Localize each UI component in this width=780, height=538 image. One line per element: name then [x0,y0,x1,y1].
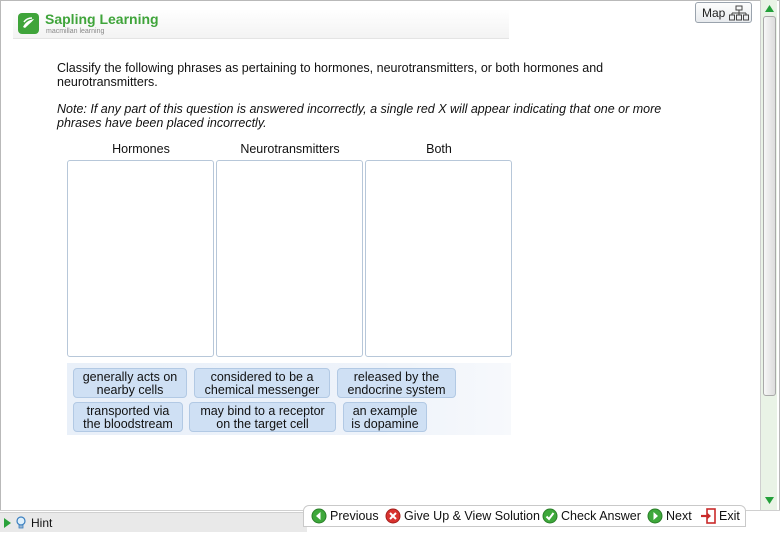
scrollbar-thumb[interactable] [763,16,776,396]
give-up-label: Give Up & View Solution [404,509,540,523]
vertical-scrollbar[interactable] [760,0,777,510]
header-logo-strip [13,9,509,39]
next-button[interactable] [647,508,693,526]
give-up-x-icon [385,508,401,524]
tile-may-bind-to-receptor[interactable] [189,402,336,432]
check-mark-icon [542,508,558,524]
question-note: Note: If any part of this question is answered incorrectly, a single red X will appear indicating that one or more phrases have been placed incorrectly. [57,102,662,130]
tile-line: endocrine system [347,383,446,397]
brand-subtitle: macmillan learning [46,28,105,35]
bin-header-hormones: Hormones [112,142,170,156]
drop-bin-hormones[interactable] [67,160,214,357]
expand-triangle-icon [4,518,11,528]
tile-line: chemical messenger [204,383,320,397]
next-arrow-icon [647,508,663,524]
exit-label: Exit [719,509,740,523]
tile-line: is dopamine [351,417,419,431]
navigation-bar [303,505,746,527]
sitemap-icon [729,5,749,21]
check-answer-button[interactable] [542,508,640,526]
hint-label: Hint [31,516,53,530]
drop-bin-neurotransmitters[interactable] [216,160,363,357]
tile-line: nearby cells [96,383,164,397]
tile-considered-chemical-messenger[interactable] [194,368,330,398]
tile-example-is-dopamine[interactable] [343,402,427,432]
lightbulb-icon [15,516,27,530]
question-prompt: Classify the following phrases as pertaining to hormones, neurotransmitters, or both hormones and neurotransmitters. [57,61,604,89]
bin-header-both: Both [426,142,452,156]
tile-line: may bind to a receptor [200,404,325,418]
previous-label: Previous [330,509,379,523]
tile-generally-acts-on-nearby-cells[interactable] [73,368,187,398]
next-label: Next [666,509,692,523]
tile-line: considered to be a [210,370,314,384]
tile-line: on the target cell [216,417,309,431]
tile-released-by-endocrine-system[interactable] [337,368,456,398]
give-up-view-solution-button[interactable] [385,508,540,526]
hint-button[interactable] [0,512,307,532]
exit-door-icon [700,508,716,524]
scroll-up-arrow-icon[interactable] [763,2,776,15]
tile-line: an example [352,404,418,418]
brand-title: Sapling Learning [45,11,159,27]
sapling-logo-icon [18,13,39,34]
previous-arrow-icon [311,508,327,524]
map-button[interactable] [695,2,752,23]
previous-button[interactable] [311,508,381,526]
scroll-down-arrow-icon[interactable] [763,494,776,507]
map-button-label: Map [702,6,726,20]
exit-button[interactable] [700,508,742,526]
tile-line: transported via [86,404,170,418]
tile-line: the bloodstream [83,417,173,431]
check-answer-label: Check Answer [561,509,641,523]
tile-line: generally acts on [82,370,178,384]
bin-header-neurotransmitters: Neurotransmitters [240,142,340,156]
tile-transported-via-bloodstream[interactable] [73,402,183,432]
drop-bin-both[interactable] [365,160,512,357]
tile-line: released by the [353,370,440,384]
